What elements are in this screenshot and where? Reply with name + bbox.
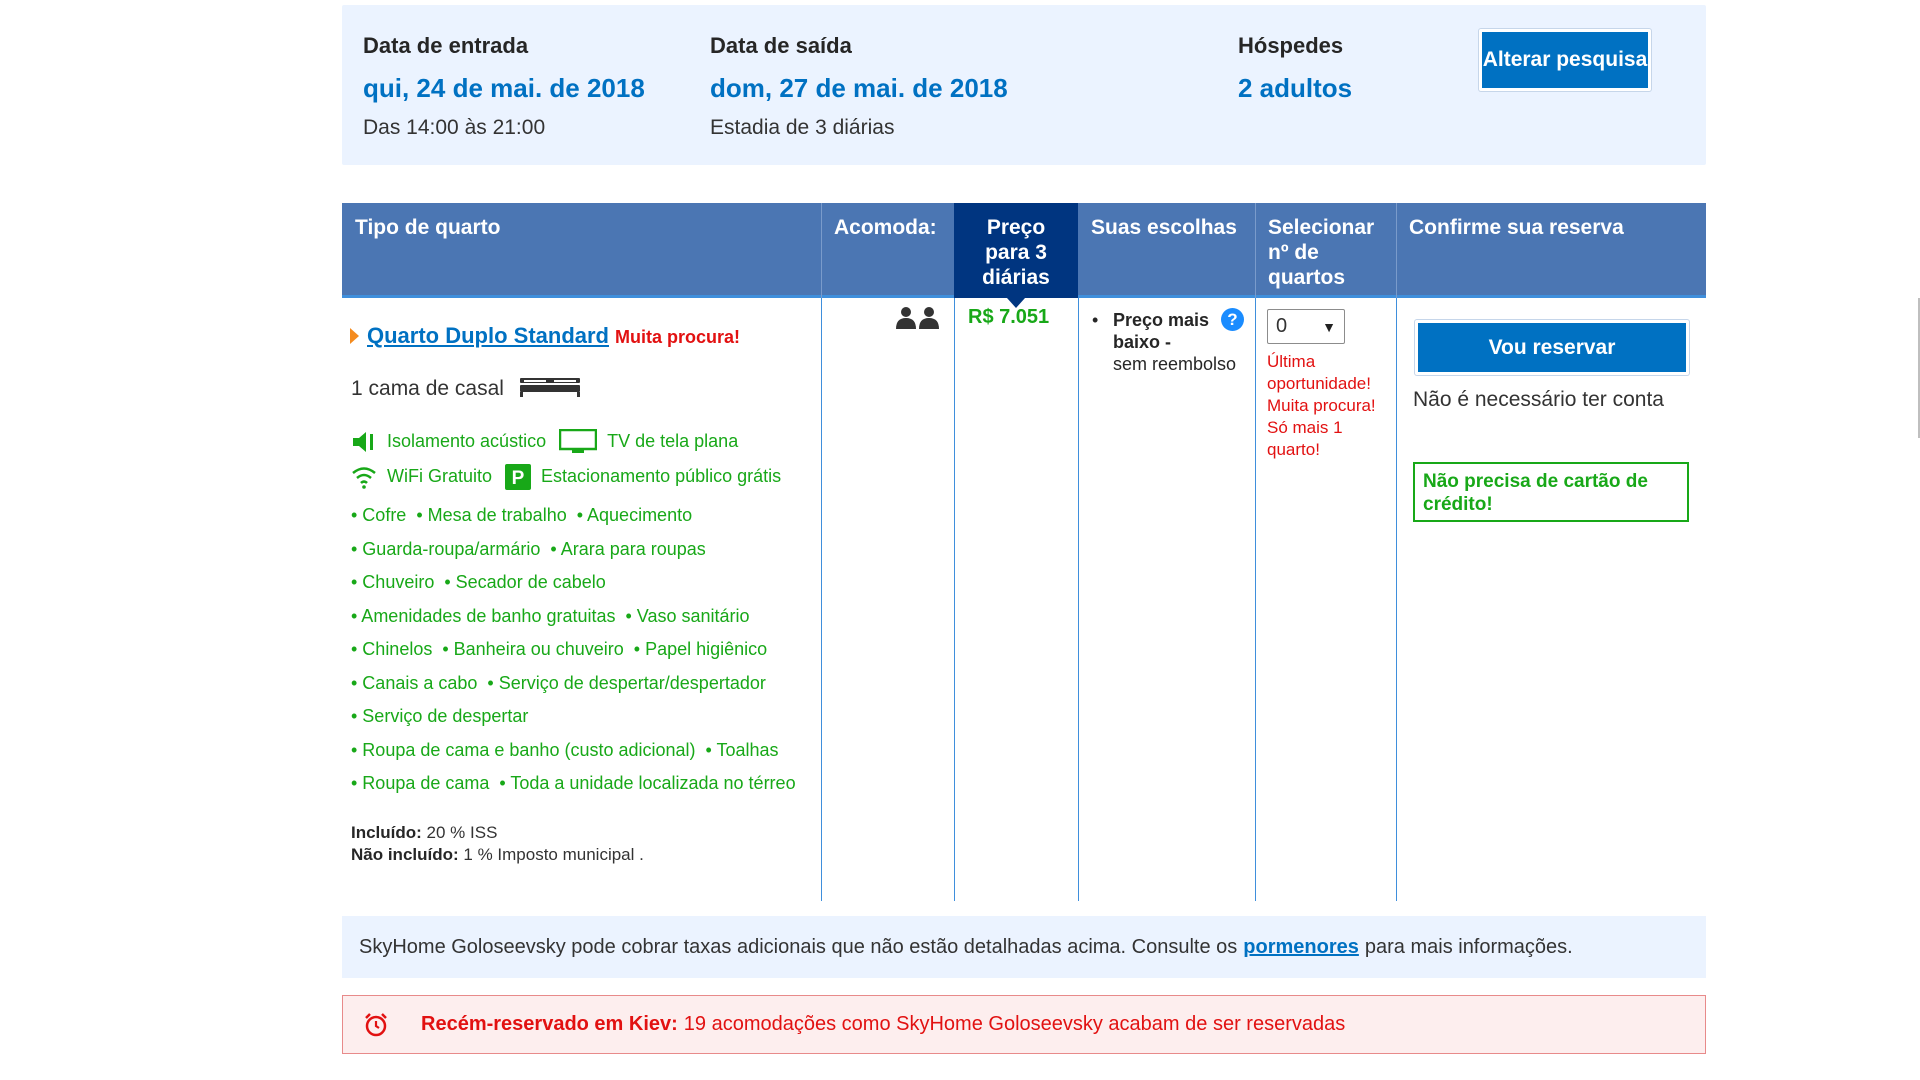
checkin-date[interactable]: qui, 24 de mai. de 2018	[363, 73, 645, 103]
header-select-line3: quartos	[1268, 266, 1346, 289]
choice-bold: Preço mais baixo -	[1113, 310, 1210, 352]
included-value: 20 % ISS	[421, 823, 498, 842]
scarcity-warning: Última oportunidade! Muita procura! Só mais 1 quarto!	[1267, 352, 1376, 459]
room-name-link[interactable]: Quarto Duplo Standard	[367, 323, 609, 348]
tax-not-included	[351, 845, 644, 865]
speaker-icon	[351, 430, 377, 454]
header-confirm: Confirme sua reserva	[1409, 216, 1624, 239]
facility-item: • Secador de cabelo	[444, 572, 606, 592]
facility-item: • Arara para roupas	[550, 539, 706, 559]
facility-item: • Papel higiênico	[633, 639, 768, 659]
facility-item: • Cofre	[351, 505, 407, 525]
chevron-down-icon: ▼	[1322, 318, 1336, 335]
tax-included	[351, 823, 497, 843]
guests-value[interactable]: 2 adultos	[1238, 73, 1353, 103]
checkout-block	[710, 33, 1008, 140]
header-price-line1: Preço	[986, 216, 1046, 239]
double-bed-icon	[518, 376, 582, 398]
facility-item: • Serviço de despertar	[351, 706, 529, 726]
facility-item: • Aquecimento	[576, 505, 693, 525]
tv-icon	[559, 429, 597, 455]
recently-booked-alert	[342, 995, 1706, 1054]
facility-item: • Toalhas	[705, 740, 779, 760]
column-divider	[821, 298, 822, 901]
facility-item: • Serviço de despertar/despertador	[487, 673, 766, 693]
parking-icon	[505, 464, 531, 490]
facility-item: • Amenidades de banho gratuitas	[351, 606, 616, 626]
facility-item: • Banheira ou chuveiro	[442, 639, 624, 659]
facility-label: TV de tela plana	[607, 430, 739, 451]
column-divider	[1078, 298, 1079, 901]
column-divider	[954, 298, 955, 901]
header-divider	[1396, 203, 1397, 298]
room-price: R$ 7.051	[968, 306, 1050, 328]
alert-bold: Recém-reservado em Kiev:	[421, 1013, 678, 1035]
table-header	[342, 203, 1706, 298]
info-text-after: para mais informações.	[1364, 935, 1573, 958]
alert-text: 19 acomodações como SkyHome Goloseevsky acabam de ser reservadas	[683, 1013, 1346, 1035]
guests-label: Hóspedes	[1238, 33, 1344, 58]
facility-list-row	[351, 773, 806, 794]
header-divider	[821, 203, 822, 298]
two-persons-icon	[896, 307, 940, 329]
facility-list-row	[351, 606, 760, 627]
facility-list-row	[351, 505, 702, 526]
stay-length: Estadia de 3 diárias	[710, 116, 895, 139]
alter-search-button[interactable]: Alterar pesquisa	[1479, 29, 1651, 91]
header-price	[954, 203, 1078, 298]
checkin-block	[363, 33, 645, 140]
header-select-line2: nº de	[1268, 241, 1319, 264]
svg-text:P: P	[511, 468, 525, 489]
high-demand-label: Muita procura!	[615, 327, 741, 347]
header-sleeps: Acomoda:	[834, 216, 937, 239]
facility-label: Estacionamento público grátis	[541, 465, 782, 486]
header-room-type: Tipo de quarto	[355, 216, 501, 239]
bed-label: 1 cama de casal	[351, 377, 504, 400]
header-select-rooms	[1255, 203, 1396, 298]
facility-item: • Canais a cabo	[351, 673, 478, 693]
room-table	[342, 203, 1706, 901]
facility-list-row	[351, 706, 538, 727]
search-summary-panel	[342, 5, 1706, 165]
header-choices: Suas escolhas	[1091, 216, 1237, 239]
wifi-icon	[351, 465, 377, 489]
column-divider	[1255, 298, 1256, 901]
facility-item: • Toda a unidade localizada no térreo	[499, 773, 796, 793]
room-quantity-select[interactable]	[1267, 309, 1345, 344]
header-select-line1: Selecionar	[1268, 216, 1375, 239]
details-link[interactable]: pormenores	[1243, 935, 1359, 958]
facility-item: • Chuveiro	[351, 572, 435, 592]
checkout-date[interactable]: dom, 27 de mai. de 2018	[710, 73, 1008, 103]
room-name-row	[350, 323, 740, 349]
checkout-label: Data de saída	[710, 33, 852, 58]
guests-block	[1238, 33, 1352, 104]
facility-item: • Roupa de cama e banho (custo adicional)	[351, 740, 696, 760]
not-included-value: 1 % Imposto municipal .	[458, 845, 644, 864]
header-price-line2: para 3	[985, 241, 1047, 264]
info-text-before: SkyHome Goloseevsky pode cobrar taxas adicionais que não estão detalhadas acima. Consulte os	[359, 935, 1238, 958]
facility-list-row	[351, 673, 776, 694]
facility-label: Isolamento acústico	[387, 430, 547, 451]
checkin-hours: Das 14:00 às 21:00	[363, 116, 546, 139]
choice-rest: sem reembolso	[1113, 354, 1237, 374]
alarm-clock-icon	[363, 1012, 389, 1038]
facility-item: • Mesa de trabalho	[416, 505, 567, 525]
no-credit-card-badge: Não precisa de cartão de crédito!	[1413, 462, 1689, 522]
expand-arrow-icon[interactable]	[350, 328, 359, 344]
facility-row	[351, 429, 738, 455]
facility-item: • Guarda-roupa/armário	[351, 539, 541, 559]
facility-item: • Vaso sanitário	[625, 606, 750, 626]
bed-info	[351, 376, 582, 401]
facility-list-row	[351, 639, 777, 660]
facility-label: WiFi Gratuito	[387, 465, 493, 486]
header-divider	[1255, 203, 1256, 298]
facility-item: • Chinelos	[351, 639, 433, 659]
extra-fees-info	[342, 916, 1706, 978]
no-account-note: Não é necessário ter conta	[1413, 388, 1664, 411]
facility-list-row	[351, 539, 716, 560]
facility-list-row	[351, 740, 789, 761]
quantity-value: 0	[1276, 315, 1288, 337]
facility-item: • Roupa de cama	[351, 773, 490, 793]
help-icon[interactable]: ?	[1221, 308, 1244, 331]
facility-row	[351, 464, 781, 490]
reserve-button[interactable]: Vou reservar	[1415, 320, 1689, 375]
not-included-label: Não incluído:	[351, 845, 459, 864]
checkin-label: Data de entrada	[363, 33, 529, 58]
facility-list-row	[351, 572, 616, 593]
included-label: Incluído:	[351, 823, 422, 842]
header-price-line3: diárias	[982, 266, 1050, 289]
